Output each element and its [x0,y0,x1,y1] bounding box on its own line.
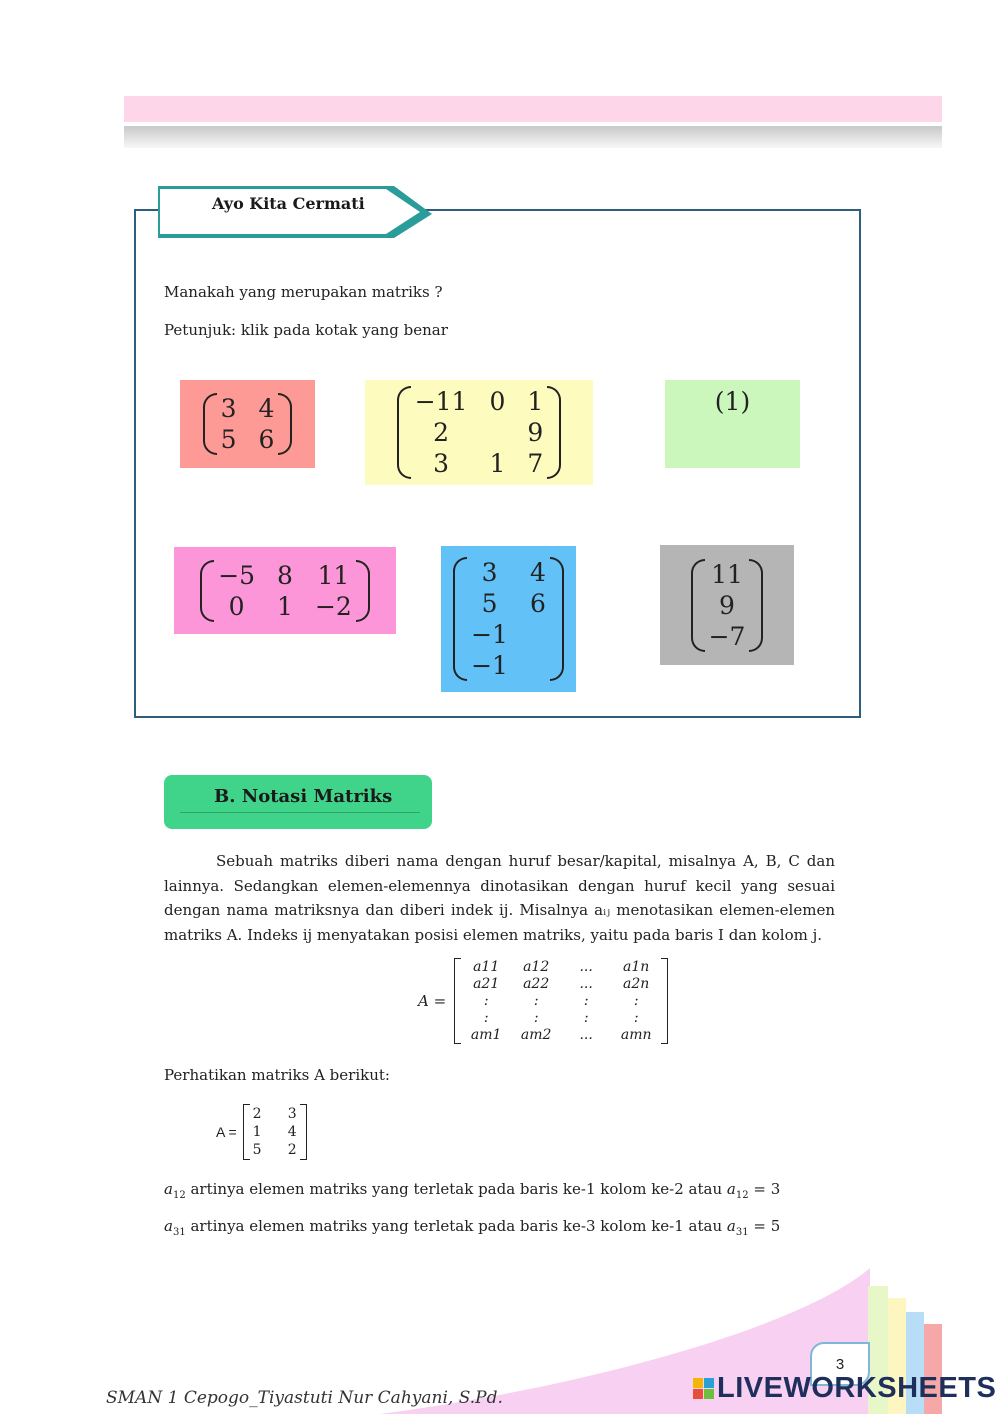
var-sub: 31 [735,1227,749,1238]
matrix-cell: 0 [489,387,506,416]
matrix-cell: 3 [220,394,237,423]
notation-paragraph: Sebuah matriks diberi nama dengan huruf besar/kapital, misalnya A, B, C dan lainnya. Sedangkan elemen-elemennya dinotasikan dengan huruf kecil yang sesuai dengan nama matriksnya dan diberi indek ij. Misalnya aᵢⱼ menotasikan elemen-elemen matriks A. Indeks ij menyatakan posisi elemen matriks, yaitu pada baris I dan kolom j. [164,852,835,944]
left-bracket [243,1104,250,1160]
page-number: 3 [810,1342,870,1386]
matrix-cell: −2 [314,591,352,621]
left-paren [691,559,705,652]
matrix-expression [691,559,764,652]
matrix-cell: −1 [471,651,508,680]
right-paren [356,560,370,622]
matrix-grid [214,560,356,622]
matrix-cell: 5 [481,589,498,618]
general-matrix-cell: a1n [623,958,650,975]
matrix-cell: 9 [719,590,735,620]
liveworksheets-brand [693,1372,996,1405]
matrix-cell: 4 [529,558,546,587]
section-heading-underline [180,812,420,813]
matrix-expression [397,386,562,479]
matrix-choice-2[interactable] [365,380,593,485]
matrix-choice-5[interactable] [441,546,576,692]
explanation-value: = 5 [753,1217,781,1235]
matrix-cell: 5 [220,425,237,454]
matrix-expression [453,557,564,681]
general-matrix-cell: a11 [473,958,500,975]
general-matrix-cell: a12 [523,958,550,975]
right-paren [550,557,564,681]
matrix-cell: 8 [277,560,293,590]
matrix-cell [530,619,546,650]
general-matrix-grid [461,959,661,1044]
matrix-cell: 1 [527,387,544,416]
matrix-cell: 6 [529,589,546,618]
matrix-cell: 9 [527,418,544,447]
matrix-grid [705,559,750,652]
right-paren [547,386,561,479]
footer-author: SMAN 1 Cepogo_Tiyastuti Nur Cahyani, S.Pd. [106,1388,503,1408]
general-matrix-cell: amn [620,1026,652,1043]
instruction-text: Petunjuk: klik pada kotak yang benar [164,321,448,339]
general-matrix-cell: : [633,992,639,1009]
matrix-cell: (1) [714,387,751,416]
general-matrix-cell: ... [579,975,593,992]
left-paren [200,560,214,622]
var-sub: 12 [735,1190,749,1201]
matrix-cell: 1 [489,449,506,478]
explanation-text: artinya elemen matriks yang terletak pada baris ke-1 kolom ke-2 atau [190,1180,723,1198]
explanation-value: = 3 [753,1180,781,1198]
matrix-cell [489,417,505,448]
matrix-choice-1[interactable] [180,380,315,468]
liveworksheets-logo-icon [693,1378,714,1399]
general-matrix-cell: a2n [623,975,650,992]
matrix-choice-4[interactable] [174,547,396,634]
left-paren [203,393,217,455]
general-matrix-cell: : [533,1009,539,1026]
matrix-cell: 11 [317,560,350,590]
general-matrix-label: A = [418,992,447,1010]
general-matrix-cell: : [583,992,589,1009]
example-matrix-cell: 3 [287,1106,297,1122]
var-sub: 31 [172,1227,186,1238]
section-title: B. Notasi Matriks [214,786,393,807]
matrix-grid [217,393,279,455]
matrix-expression [711,386,754,417]
example-matrix-cell: 2 [287,1142,297,1158]
general-matrix-cell: : [483,992,489,1009]
brand-text: LIVEWORKSHEETS [717,1372,997,1404]
header-pink-bar [124,96,942,122]
explanation-line-2 [164,1217,780,1238]
example-matrix-label: A = [216,1124,237,1140]
right-paren [278,393,292,455]
matrix-cell [530,650,546,681]
observe-text: Perhatikan matriks A berikut: [164,1066,390,1084]
matrix-cell: 3 [481,558,498,587]
matrix-grid [711,386,754,417]
matrix-cell: 3 [433,449,450,478]
general-matrix-cell: ... [579,1026,593,1043]
general-matrix-cell: am2 [520,1026,552,1043]
general-matrix-cell: a21 [473,975,500,992]
general-matrix-cell: : [533,992,539,1009]
right-bracket [661,958,668,1044]
matrix-cell: 11 [711,559,743,589]
matrix-cell: 6 [258,425,275,454]
matrix-cell: 4 [258,394,275,423]
explanation-line-1 [164,1180,780,1201]
right-bracket [300,1104,307,1160]
activity-tag-label: Ayo Kita Cermati [212,194,365,213]
right-paren [749,559,763,652]
matrix-cell: 7 [527,449,544,478]
matrix-cell: −7 [708,621,746,651]
example-matrix-grid [250,1105,300,1159]
matrix-cell: 2 [433,418,450,447]
matrix-cell: −5 [218,560,256,590]
left-paren [397,386,411,479]
general-matrix-cell: : [483,1009,489,1026]
explanation-text: artinya elemen matriks yang terletak pada baris ke-3 kolom ke-1 atau [190,1217,723,1235]
example-matrix [216,1104,307,1160]
general-matrix-cell: ... [579,958,593,975]
matrix-cell: 0 [228,591,245,621]
matrix-expression [203,393,293,455]
matrix-cell: −1 [471,620,508,649]
var-a: a [164,1217,173,1235]
left-paren [453,557,467,681]
general-matrix-cell: : [583,1009,589,1026]
matrix-choice-3[interactable] [665,380,800,468]
example-matrix-cell: 4 [287,1124,297,1140]
example-matrix-cell: 5 [252,1142,262,1158]
matrix-grid [467,557,550,681]
matrix-choice-6[interactable] [660,545,794,665]
general-matrix-cell: : [633,1009,639,1026]
matrix-cell: 1 [277,591,293,621]
matrix-expression [200,560,370,622]
general-matrix-cell: a22 [523,975,550,992]
example-matrix-cell: 2 [252,1106,262,1122]
general-matrix-cell: am1 [470,1026,502,1043]
matrix-grid [411,386,548,479]
var-a: a [726,1180,736,1198]
var-sub: 12 [172,1190,186,1201]
matrix-cell: −11 [414,387,468,416]
var-a: a [164,1180,173,1198]
header-gray-bar [124,126,942,148]
question-text: Manakah yang merupakan matriks ? [164,283,443,301]
example-matrix-cell: 1 [252,1124,262,1140]
var-a: a [726,1217,736,1235]
general-matrix [418,958,668,1044]
left-bracket [454,958,461,1044]
